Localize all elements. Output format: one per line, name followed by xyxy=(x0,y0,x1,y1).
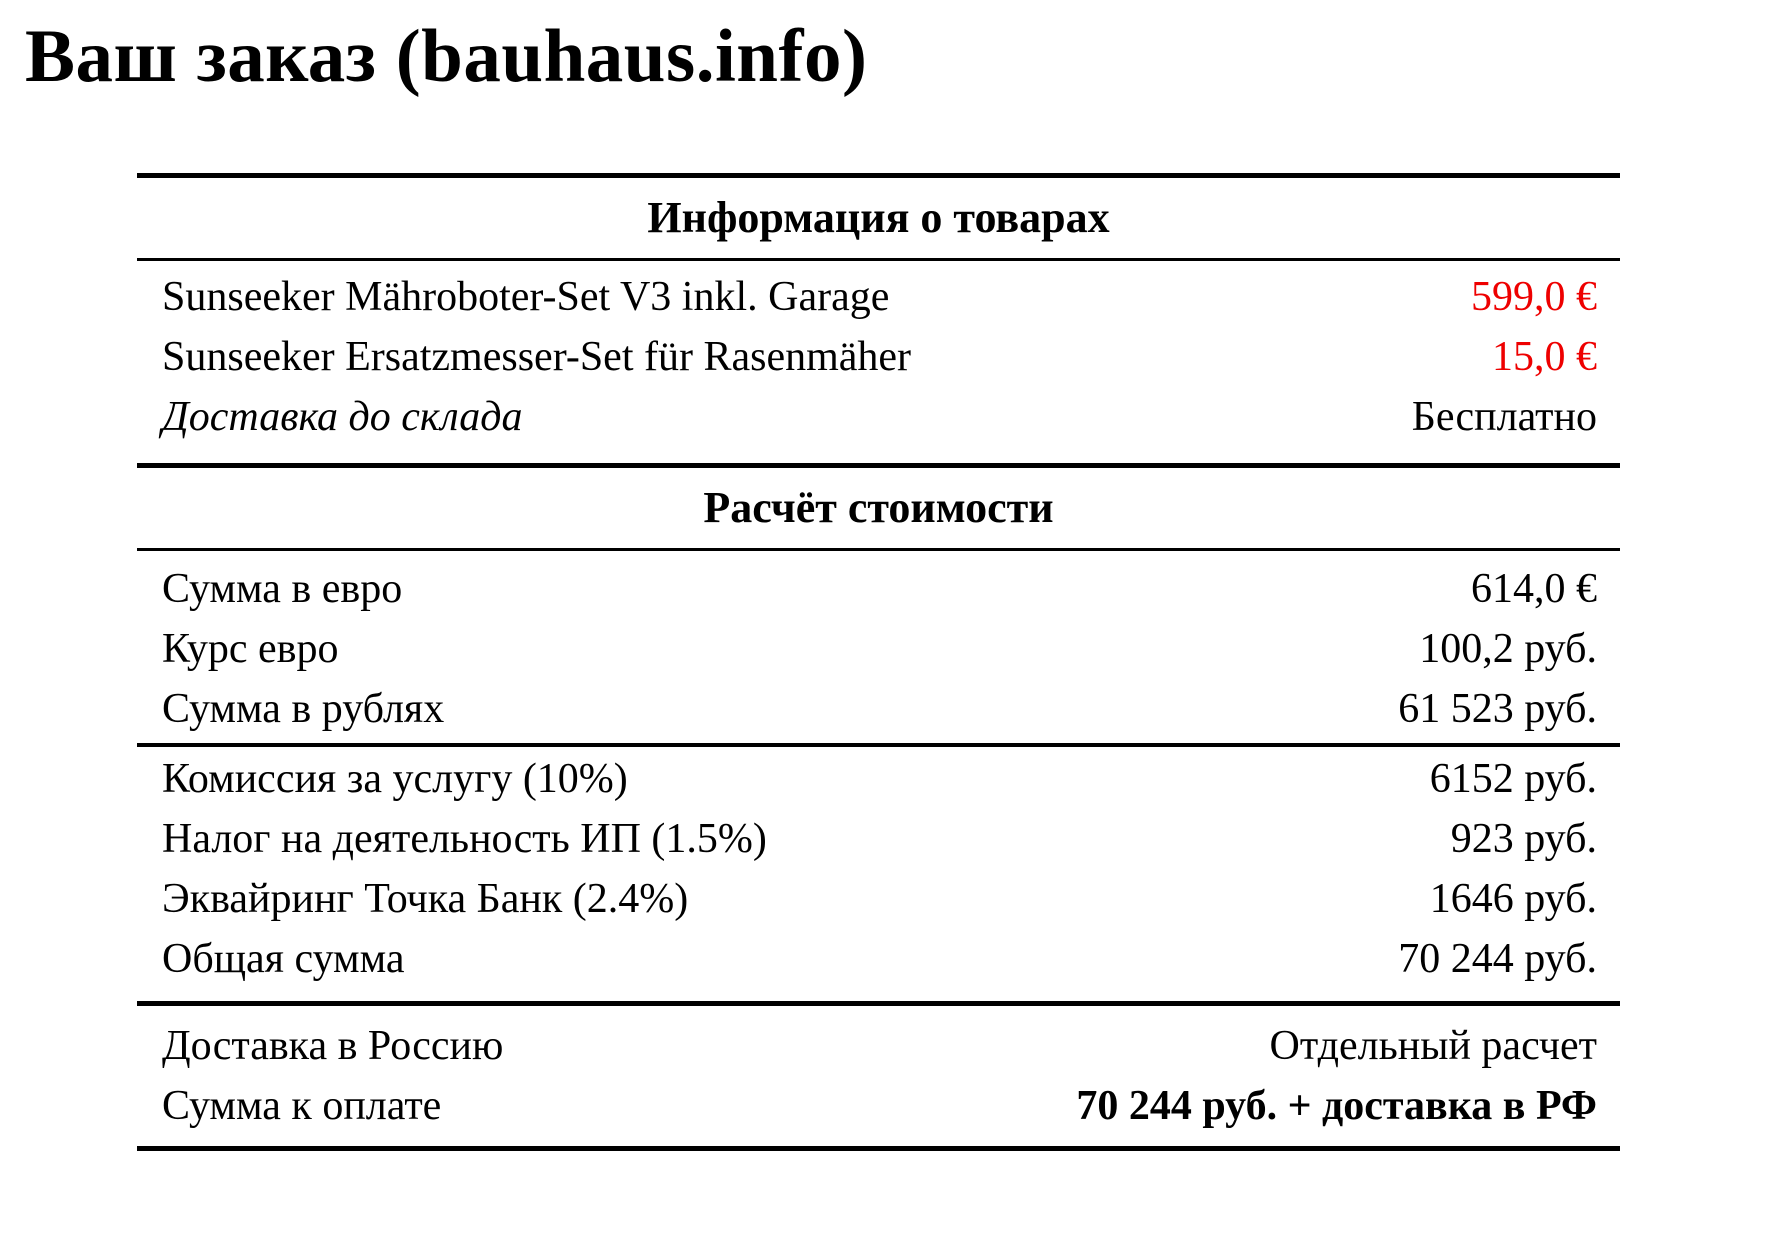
divider-bottom xyxy=(137,1146,1620,1151)
calc-value: 614,0 € xyxy=(1471,566,1597,612)
fee-row xyxy=(137,869,1620,929)
fee-label: Комиссия за услугу (10%) xyxy=(162,756,628,802)
calc-row xyxy=(137,619,1620,679)
amount-due-label: Сумма к оплате xyxy=(162,1083,442,1129)
warehouse-delivery-label: Доставка до склада xyxy=(162,394,523,440)
grand-total-value: 70 244 руб. xyxy=(1398,936,1597,982)
product-row xyxy=(137,267,1620,327)
calculation-top-rows xyxy=(137,551,1620,743)
calc-value: 100,2 руб. xyxy=(1419,626,1597,672)
calc-value: 61 523 руб. xyxy=(1398,686,1597,732)
warehouse-delivery-row xyxy=(137,387,1620,447)
fee-label: Эквайринг Точка Банк (2.4%) xyxy=(162,876,689,922)
fee-value: 6152 руб. xyxy=(1429,756,1597,802)
warehouse-delivery-value: Бесплатно xyxy=(1411,394,1597,440)
fee-value: 923 руб. xyxy=(1450,816,1597,862)
section-header-calculation: Расчёт стоимости xyxy=(703,483,1054,532)
fee-value: 1646 руб. xyxy=(1429,876,1597,922)
grand-total-row xyxy=(137,929,1620,989)
calc-label: Сумма в рублях xyxy=(162,686,445,732)
product-name: Sunseeker Mähroboter-Set V3 inkl. Garage xyxy=(162,274,890,320)
product-name: Sunseeker Ersatzmesser-Set für Rasenmäher xyxy=(162,334,912,380)
calc-row xyxy=(137,679,1620,739)
section-header-products: Информация о товарах xyxy=(647,193,1110,242)
russia-delivery-label: Доставка в Россию xyxy=(162,1023,504,1069)
fee-row xyxy=(137,749,1620,809)
fee-label: Налог на деятельность ИП (1.5%) xyxy=(162,816,767,862)
amount-due-value: 70 244 руб. + доставка в РФ xyxy=(1076,1083,1597,1129)
order-table xyxy=(137,173,1620,1151)
russia-delivery-row xyxy=(137,1016,1620,1076)
page-title: Ваш заказ (bauhaus.info) xyxy=(25,15,868,98)
calculation-fees-rows xyxy=(137,747,1620,1001)
grand-total-label: Общая сумма xyxy=(162,936,405,982)
final-rows xyxy=(137,1006,1620,1146)
russia-delivery-value: Отдельный расчет xyxy=(1269,1023,1597,1069)
amount-due-row xyxy=(137,1076,1620,1136)
calc-row xyxy=(137,559,1620,619)
fee-row xyxy=(137,809,1620,869)
product-price: 15,0 € xyxy=(1492,334,1597,380)
calc-label: Сумма в евро xyxy=(162,566,403,612)
products-rows xyxy=(137,261,1620,463)
product-row xyxy=(137,327,1620,387)
calc-label: Курс евро xyxy=(162,626,339,672)
product-price: 599,0 € xyxy=(1471,274,1597,320)
